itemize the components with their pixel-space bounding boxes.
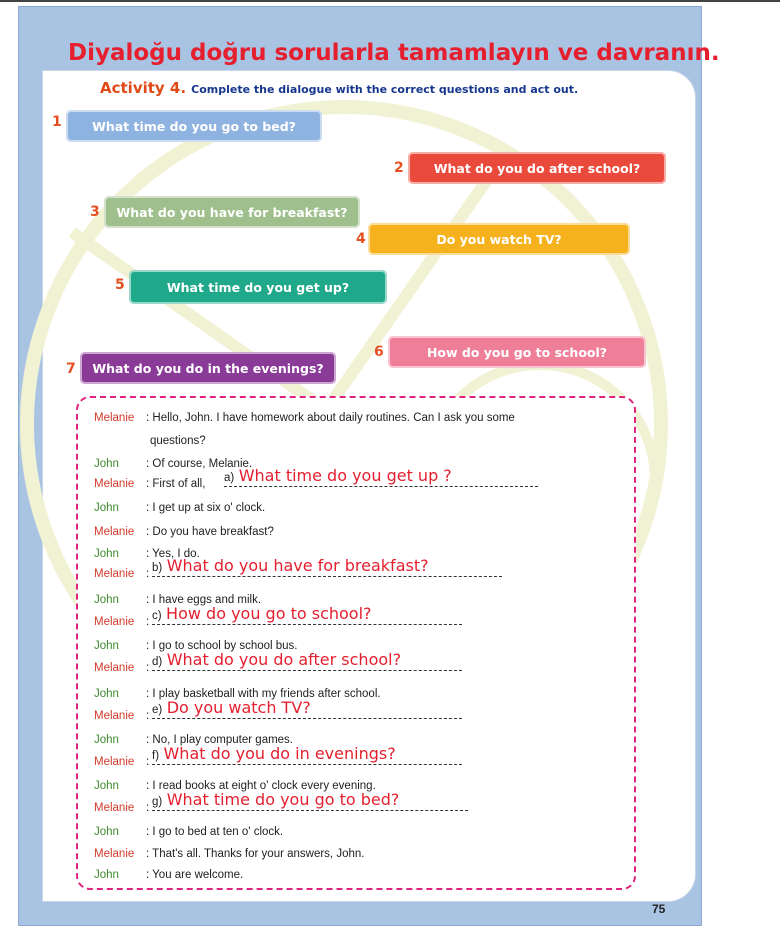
dialogue-box <box>76 396 636 890</box>
question-number: 2 <box>394 160 404 176</box>
answer-letter: b) <box>152 562 163 574</box>
answer-text: How do you go to school? <box>166 604 372 623</box>
dialogue-text: : That's all. Thanks for your answers, John. <box>146 848 365 860</box>
top-border <box>0 0 780 2</box>
speaker-john: John <box>94 458 119 470</box>
answer-letter: e) <box>152 704 163 716</box>
dialogue-text: : You are welcome. <box>146 869 244 881</box>
speaker-melanie: Melanie <box>94 526 135 538</box>
dialogue-text: : I go to bed at ten o' clock. <box>146 826 284 838</box>
question-card: What do you do after school? <box>408 152 666 184</box>
question-card: What time do you get up? <box>129 270 387 304</box>
dialogue-text: : <box>146 616 150 628</box>
speaker-john: John <box>94 548 119 560</box>
question-card: What time do you go to bed? <box>66 110 322 142</box>
activity-text: Complete the dialogue with the correct questions and act out. <box>191 83 579 96</box>
speaker-melanie: Melanie <box>94 662 135 674</box>
speaker-john: John <box>94 869 119 881</box>
dialogue-text: : I play basketball with my friends after school. <box>146 688 381 700</box>
dialogue-text: : Of course, Melanie. <box>146 458 253 470</box>
dialogue-text: : No, I play computer games. <box>146 734 294 746</box>
dialogue-text: questions? <box>150 435 206 447</box>
dialogue-text: : Yes, I do. <box>146 548 200 560</box>
speaker-john: John <box>94 734 119 746</box>
answer-letter: f) <box>152 750 160 762</box>
speaker-melanie: Melanie <box>94 710 135 722</box>
dialogue-text: : I go to school by school bus. <box>146 640 298 652</box>
answer-letter: a) <box>224 472 235 484</box>
question-number: 6 <box>374 344 384 360</box>
dialogue-text: : <box>146 662 150 674</box>
answer-text: What do you do in evenings? <box>163 744 396 763</box>
dialogue-text: : I get up at six o' clock. <box>146 502 266 514</box>
answer-text: What time do you get up ? <box>238 466 452 485</box>
dialogue-text: : Hello, John. I have homework about daily routines. Can I ask you some <box>146 412 515 424</box>
dialogue-text: : <box>146 568 150 580</box>
answer-text: What do you do after school? <box>166 650 402 669</box>
speaker-john: John <box>94 640 119 652</box>
answer-text: Do you watch TV? <box>166 698 311 717</box>
dialogue-text: : <box>146 802 150 814</box>
question-number: 5 <box>115 277 125 293</box>
speaker-john: John <box>94 594 119 606</box>
answer-line <box>152 650 462 671</box>
page-title: Diyaloğu doğru sorularla tamamlayın ve davranın. <box>68 40 720 66</box>
question-number: 1 <box>52 114 62 130</box>
answer-text: What do you have for breakfast? <box>166 556 429 575</box>
question-number: 3 <box>90 204 100 220</box>
answer-letter: g) <box>152 796 163 808</box>
answer-line <box>224 466 538 487</box>
speaker-melanie: Melanie <box>94 412 135 424</box>
question-card: What do you do in the evenings? <box>80 352 336 384</box>
answer-text: What time do you go to bed? <box>166 790 400 809</box>
question-card: Do you watch TV? <box>368 223 630 255</box>
speaker-melanie: Melanie <box>94 616 135 628</box>
speaker-john: John <box>94 780 119 792</box>
answer-line <box>152 556 502 577</box>
answer-letter: d) <box>152 656 163 668</box>
speaker-melanie: Melanie <box>94 478 135 490</box>
question-number: 4 <box>356 231 366 247</box>
dialogue-text: : I have eggs and milk. <box>146 594 262 606</box>
question-card: How do you go to school? <box>388 336 646 368</box>
answer-line <box>152 698 462 719</box>
answer-line <box>152 604 462 625</box>
dialogue-text: : First of all, <box>146 478 206 490</box>
page-number: 75 <box>652 902 666 916</box>
speaker-melanie: Melanie <box>94 568 135 580</box>
answer-line <box>152 790 468 811</box>
speaker-melanie: Melanie <box>94 848 135 860</box>
dialogue-text: : <box>146 710 150 722</box>
speaker-john: John <box>94 826 119 838</box>
speaker-john: John <box>94 688 119 700</box>
activity-instruction <box>100 78 578 97</box>
speaker-melanie: Melanie <box>94 756 135 768</box>
dialogue-text: : <box>146 756 150 768</box>
question-card: What do you have for breakfast? <box>104 196 360 228</box>
speaker-john: John <box>94 502 119 514</box>
speaker-melanie: Melanie <box>94 802 135 814</box>
answer-letter: c) <box>152 610 162 622</box>
dialogue-text: : I read books at eight o' clock every evening. <box>146 780 376 792</box>
activity-label: Activity 4. <box>100 79 187 97</box>
question-number: 7 <box>66 361 76 377</box>
answer-line <box>152 744 462 765</box>
dialogue-text: : Do you have breakfast? <box>146 526 274 538</box>
